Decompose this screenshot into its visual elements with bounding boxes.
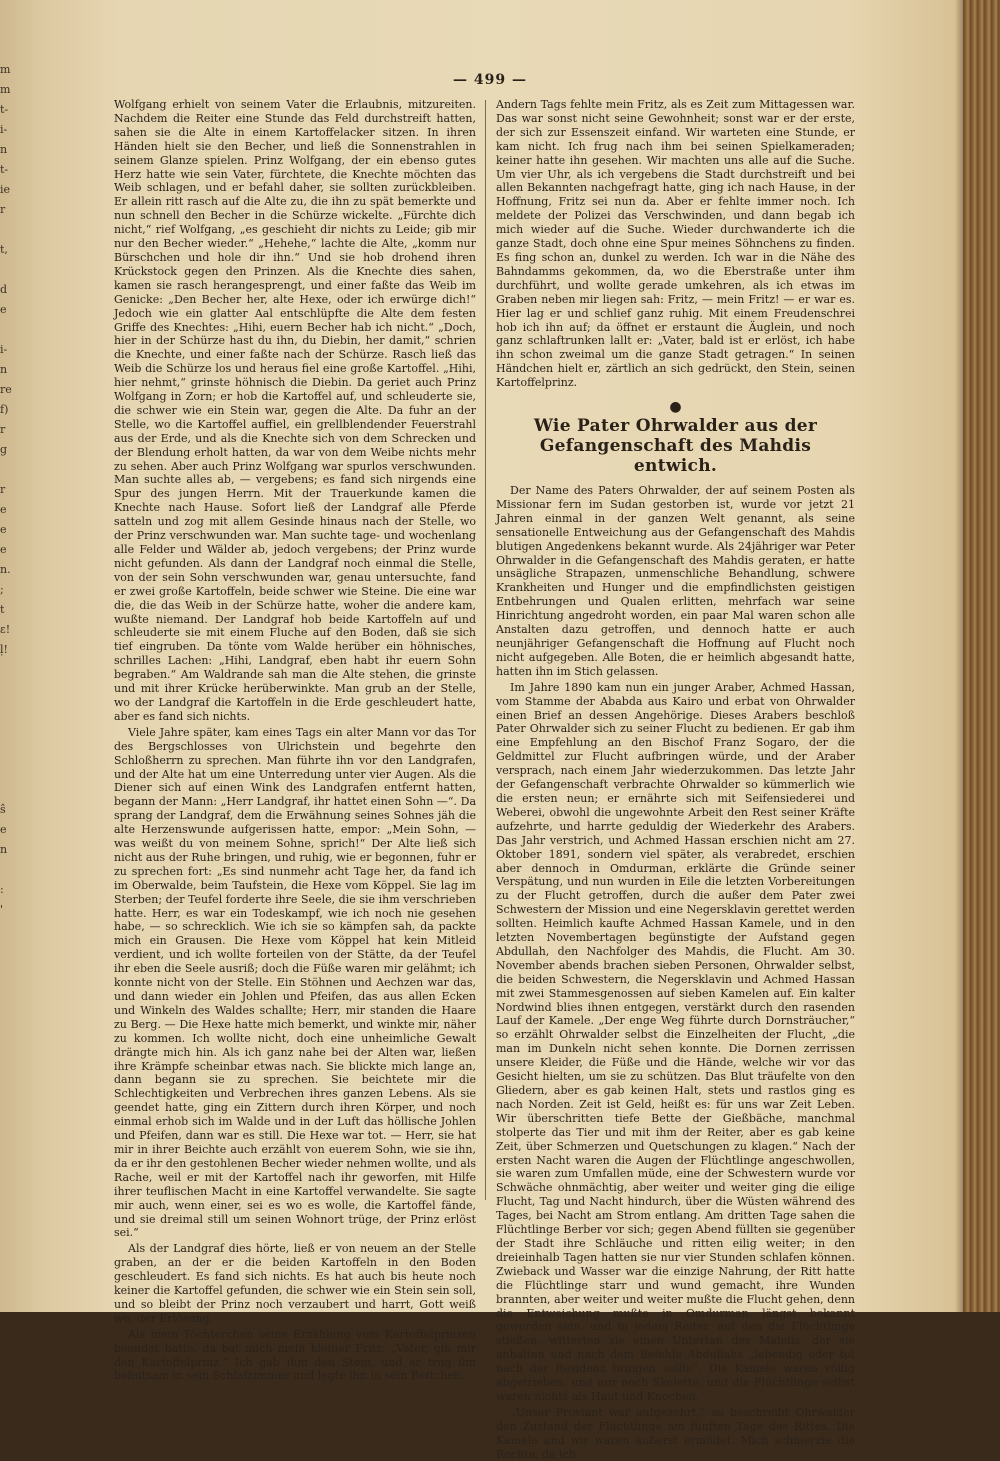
margin-fragment — [0, 260, 18, 280]
margin-fragment — [0, 720, 18, 740]
margin-fragment — [0, 740, 18, 760]
story-paragraph-4: Als mein Töchterchen seine Erzählung vom Kartoffelprinzen beendet hatte, da bat mich mein kleiner Fritz: „Vater, gib mir den Kartoffelprinz.“ Ich gab ihm den Stein, und er trug ihn behutsam in sein Schlafzimmer und legte ihn in sein Bettchen. — [114, 1327, 476, 1383]
margin-fragment — [0, 680, 18, 700]
margin-fragment — [0, 940, 18, 960]
margin-fragment: ḷ! — [0, 643, 8, 656]
margin-fragment: : — [0, 883, 4, 896]
margin-fragment: m — [0, 83, 11, 96]
margin-fragment: e — [0, 503, 7, 516]
margin-fragment: re — [0, 383, 12, 396]
margin-fragment — [0, 1220, 18, 1240]
margin-fragment: r — [0, 483, 6, 496]
margin-fragment: r — [0, 423, 6, 436]
left-margin-previous-page-fragments — [0, 60, 18, 1260]
margin-fragment — [0, 1100, 18, 1120]
margin-fragment — [0, 960, 18, 980]
margin-fragment — [0, 980, 18, 1000]
margin-fragment: t- — [0, 163, 9, 176]
margin-fragment: e — [0, 823, 7, 836]
story-paragraph-1: Wolfgang erhielt von seinem Vater die Erlaubnis, mitzureiten. Nachdem die Reiter eine Stunde das Feld durchstreift hatten, sahen sie die Alte in einem Kartoffelacker sitzen. In ihren Händen hielt sie den Becher, und ließ die Sonnenstrahlen in seinem Glanze spielen. Prinz Wolfgang, der ein ebenso gutes Herz hatte wie sein Vater, fürchtete, die Knechte möchten das Weib schlagen, und er befahl daher, sie sollten zurückbleiben. Er allein ritt rasch auf die Alte zu, die ihn zu spät bemerkte und nun schnell den Becher in die Schürze wickelte. „Fürchte dich nicht,“ rief Wolfgang, „es geschieht dir nichts zu Leide; gib mir nur den Becher wieder.“ „Hehehe,“ lachte die Alte, „komm nur Bürschchen und hole dir ihn.“ Und sie hob drohend ihren Krückstock gegen den Prinzen. Als die Knechte dies sahen, kamen sie rasch herangesprengt, und einer faßte das Weib im Genicke: „Den Becher her, alte Hexe, oder ich erwürge dich!“ Jedoch wie ein glatter Aal entschlüpfte die Alte dem festen Griffe des Knechtes: „Hihi, euern Becher hab ich nicht.“ „Doch, hier in der Schürze hast du ihn, du Diebin, her damit,“ schrien die Knechte, und einer faßte nach der Schürze. Rasch ließ das Weib die Schürze los und heraus fiel eine große Kartoffel. „Hihi, hier nehmt,“ grinste höhnisch die Diebin. Da geriet auch Prinz Wolfgang in Zorn; er hob die Kartoffel auf, und schleuderte sie, die schwer wie ein Stein war, gegen die Alte. Da fuhr an der Stelle, wo die Kartoffel auffiel, ein grellblendender Feuerstrahl aus der Erde, und als die Knechte sich von dem Schrecken und der Blendung erholt hatten, da war von dem Weibe nichts mehr zu sehen. Aber auch Prinz Wolfgang war spurlos verschwunden. Man suchte alles ab, — vergebens; es fand sich nirgends eine Spur des jungen Herrn. Mit der Trauerkunde kamen die Knechte nach Hause. Sofort ließ der Landgraf alle Pferde satteln und zog mit allem Gesinde hinaus nach der Stelle, wo der Prinz verschwunden war. Man suchte tage- und wochenlang alle Felder und Wälder ab, jedoch vergebens; der Prinz wurde nicht gefunden. Als dann der Landgraf noch einmal die Stelle, von der sein Sohn verschwunden war, genau untersuchte, fand er zwei große Kartoffeln, beide schwer wie Steine. Die eine war die, die das Weib in der Schürze hatte, woher die andere kam, wußte niemand. Der Landgraf hob beide Kartoffeln auf und schleuderte sie mit einem Fluche auf den Boden, daß sie sich tief eingruben. Da tönte vom Walde herüber ein höhnisches, schrilles Lachen: „Hihi, Landgraf, eben habt ihr euern Sohn begraben.“ Am Waldrande sah man die Alte stehen, die grinste und mit ihrer Krücke herüberwinkte. Man grub an der Stelle, wo der Landgraf die Kartoffeln in die Erde geschleudert hatte, aber es fand sich nichts. — [114, 98, 476, 723]
margin-fragment — [0, 920, 18, 940]
margin-fragment: r — [0, 203, 6, 216]
margin-fragment — [0, 220, 18, 240]
margin-fragment — [0, 1260, 18, 1280]
margin-fragment: n — [0, 843, 8, 856]
headline-bullet: ● — [669, 399, 682, 416]
book-page-edges — [963, 0, 1000, 1312]
margin-fragment — [0, 1240, 18, 1260]
margin-fragment — [0, 780, 18, 800]
column-divider — [485, 100, 486, 1200]
margin-fragment: t — [0, 603, 5, 616]
margin-fragment — [0, 1000, 18, 1020]
margin-fragment: d — [0, 283, 8, 296]
margin-fragment — [0, 760, 18, 780]
article-paragraph-1: Der Name des Paters Ohrwalder, der auf seinem Posten als Missionar fern im Sudan gestorben ist, wurde vor jetzt 21 Jahren einmal in der ganzen Welt genannt, als seine sensationelle Entweichung aus der Gefangenschaft des Mahdis blutigen Angedenkens bekannt wurde. Als 24jähriger war Peter Ohrwalder in die Gefangenschaft des Mahdis geraten, er hatte unsägliche Strapazen, unmenschliche Behandlung, schwere Krankheiten und Hunger und die empfindlichsten geistigen Entbehrungen und Qualen erlitten, mehrfach war seine Hinrichtung angedroht worden, ein paar Mal waren schon alle Anstalten dazu getroffen, und dennoch hatte er auch neunjähriger Gefangenschaft die Hoffnung auf Flucht noch nicht aufgegeben. Alle Boten, die er heimlich abgesandt hatte, hatten ihn im Stich gelassen. — [496, 484, 855, 678]
article-headline: Wie Pater Ohrwalder aus der Gefangenschaft des Mahdis entwich. — [533, 416, 818, 477]
margin-fragment: i- — [0, 123, 8, 136]
margin-fragment — [0, 1120, 18, 1140]
margin-fragment — [0, 320, 18, 340]
margin-fragment: ie — [0, 183, 11, 196]
margin-fragment: g — [0, 443, 8, 456]
margin-fragment: e — [0, 543, 7, 556]
margin-fragment — [0, 660, 18, 680]
margin-fragment — [0, 700, 18, 720]
margin-fragment: t, — [0, 243, 8, 256]
margin-fragment: i- — [0, 343, 8, 356]
margin-fragment — [0, 860, 18, 880]
margin-fragment: ŝ — [0, 803, 6, 816]
margin-fragment: ; — [0, 583, 4, 596]
margin-fragment — [0, 1200, 18, 1220]
margin-fragment: e — [0, 523, 7, 536]
margin-fragment — [0, 1140, 18, 1160]
margin-fragment — [0, 1060, 18, 1080]
margin-fragment — [0, 1160, 18, 1180]
margin-fragment — [0, 460, 18, 480]
left-column — [114, 98, 476, 1383]
article-paragraph-2: Im Jahre 1890 kam nun ein junger Araber, Achmed Hassan, vom Stamme der Ababda aus Kairo und erbat von Ohrwalder einen Brief an dessen Angehörige. Dieses Arabers beschloß Pater Ohrwalder sich zu seiner Flucht zu bedienen. Er gab ihm eine Empfehlung an den Bischof Franz Sogaro, der die Geldmittel zur Flucht aufbringen würde, und der Araber versprach, nach einem Jahr wiederzukommen. Das letzte Jahr der Gefangenschaft verbrachte Ohrwalder so kümmerlich wie die ersten neun; er ernährte sich mit Seifensiederei und Weberei, obwohl die ungewohnte Arbeit den Rest seiner Kräfte aufzehrte, und harrte geduldig der Wiederkehr des Arabers. Das Jahr verstrich, und Achmed Hassan erschien nicht am 27. Oktober 1891, sondern viel später, als verabredet, erschien aber dennoch in Omdurman, erklärte die Gründe seiner Verspätung, und nun wurden in Eile die letzten Vorbereitungen zu der Flucht getroffen, durch die außer dem Pater zwei Schwestern der Mission und eine Negersklavin gerettet werden sollten. Heimlich kaufte Achmed Hassan Kamele, und in den letzten Novembertagen begünstigte der Aufstand gegen Abdullah, den Nachfolger des Mahdis, die Flucht. Am 30. November abends brachen sieben Personen, Ohrwalder selbst, die beiden Schwestern, die Negersklavin und Achmed Hassan mit zwei Stammesgenossen auf sieben Kamelen auf. Ein kalter Nordwind blies ihnen entgegen, verstärkt durch den rasenden Lauf der Kamele. „Der enge Weg führte durch Dornsträucher,“ so erzählt Ohrwalder selbst die Einzelheiten der Flucht, „die man im Dunkeln nicht sehen konnte. Die Dornen zerrissen unsere Kleider, die Füße und die Hände, welche wir vor das Gesicht hielten, um sie zu schützen. Das Blut träufelte von den Gliedern, aber es gab keinen Halt, stets und rastlos ging es nach Norden. Zeit ist Geld, heißt es: für uns war Zeit Leben. Wir überschritten tiefe Bette der Gießbäche, manchmal stolperte das Tier und mit ihm der Reiter, aber es gab keine Zeit, über Schmerzen und Quetschungen zu klagen.“ Nach der ersten Nacht waren die Augen der Flüchtlinge angeschwollen, sie waren zum Umfallen müde, eine der Schwestern wurde vor Schwäche ohnmächtig, aber weiter und weiter ging die eilige Flucht, Tag und Nacht hindurch, über die Wüsten während des Tages, bei Nacht am Strom entlang. Am dritten Tage sahen die Flüchtlinge Berber vor sich; gegen Abend füllten sie gegenüber der Stadt ihre Schläuche und ritten eilig weiter; in den dreieinhalb Tagen hatten sie nur vier Stunden schlafen können. Zwieback und Wasser war die einzige Nahrung, der Ritt hatte die Flüchtlinge starr und wund gemacht, ihre Wunden brannten, aber weiter und weiter mußte die Flucht gehen, denn die Entweichung mußte in Omdurman längst bekannt geworden sein, und in jedem Reiter, auf den die Flüchtlinge stießen, witterten sie einen Untertan des Mahdis, der sie anhalten und nach dem Befehle Abdullahs „lebendig oder tot nach der Residenz bringen sollte“. Die Kamele waren völlig abgetrieben, und nur noch Skelette, und die Flüchtlinge selbst waren nichts als Haut und Knochen. — [496, 680, 855, 1403]
story-paragraph-3: Als der Landgraf dies hörte, ließ er von neuem an der Stelle graben, an der er die beiden Kartoffeln in den Boden geschleudert. Es fand sich nichts. Es hat auch bis heute noch keiner die Kartoffel gefunden, die schwer wie ein Stein sein soll, und so bleibt der Prinz noch verzaubert und harrt, Gott weiß wo, der Erlösung. — [114, 1242, 476, 1325]
margin-fragment: m — [0, 63, 11, 76]
page-number: — 499 — — [453, 72, 527, 88]
margin-fragment: n. — [0, 563, 11, 576]
margin-fragment: t- — [0, 103, 9, 116]
margin-fragment: n — [0, 363, 8, 376]
right-column — [496, 98, 855, 1461]
story-ending-paragraph: Andern Tags fehlte mein Fritz, als es Zeit zum Mittagessen war. Das war sonst nicht seine Gewohnheit; sonst war er der erste, der sich zur Essenszeit einfand. Wir warteten eine Stunde, er kam nicht. Ich frug nach ihm bei seinen Spielkameraden; keiner hatte ihn gesehen. Wir machten uns alle auf die Suche. Um vier Uhr, als ich vergebens die Stadt durchstreift und bei allen Bekannten nachgefragt hatte, ging ich nach Hause, in der Hoffnung, Fritz sei nun da. Aber er fehlte immer noch. Ich meldete der Polizei das Verschwinden, und dann begab ich mich wieder auf die Suche. Wieder durchwanderte ich die ganze Stadt, doch ohne eine Spur meines Söhnchens zu finden. Es fing schon an, dunkel zu werden. Ich war in die Nähe des Bahndamms gekommen, da, wo die Eberstraße unter ihm durchführt, und wollte gerade umkehren, als ich etwas im Graben neben mir liegen sah: Fritz, — mein Fritz! — er war es. Hier lag er und schlief ganz ruhig. Mit einem Freudenschrei hob ich ihn auf; da öffnet er erstaunt die Äuglein, und noch ganz schlaftrunken lallt er: „Vater, bald ist er erlöst, ich habe ihn schon zweimal um die ganze Stadt getragen.“ In seinen Händchen hielt er, zärtlich an sich gedrückt, den Stein, seinen Kartoffelprinz. — [496, 98, 855, 390]
margin-fragment — [0, 1040, 18, 1060]
margin-fragment: ɛ! — [0, 623, 11, 636]
margin-fragment — [0, 1080, 18, 1100]
margin-fragment: e — [0, 303, 7, 316]
margin-fragment: ' — [0, 903, 4, 916]
margin-fragment — [0, 1020, 18, 1040]
article-paragraph-3: „Unser Proviant war aufgezehrt,“ so beschreibt Ohrwalder den Zustand der Flüchtlinge am fünften Tage des Rittes. Die Kamele und wir waren äußerst ermüdet. Mich schmerzte die Rechte, da ich — [496, 1405, 855, 1461]
story-paragraph-2: Viele Jahre später, kam eines Tags ein alter Mann vor das Tor des Bergschlosses von Ulrichstein und begehrte den Schloßherrn zu sprechen. Man führte ihn vor den Landgrafen, und der Alte hat um eine Unterredung unter vier Augen. Als die Diener sich auf einen Wink des Landgrafen entfernt hatten, begann der Mann: „Herr Landgraf, ihr hattet einen Sohn —“. Da sprang der Landgraf, dem die Erwähnung seines Sohnes jäh die alte Herzenswunde aufgerissen hatte, empor: „Mein Sohn, — was weißt du von meinem Sohne, sprich!“ Der Alte ließ sich nicht aus der Ruhe bringen, und ruhig, wie er begonnen, fuhr er zu sprechen fort: „Es sind nunmehr acht Tage her, da fand ich im Oberwalde, beim Taufstein, die Hexe vom Köppel. Sie lag im Sterben; der Teufel forderte ihre Seele, die sie ihm verschrieben hatte. Herr, es war ein Todeskampf, wie ich noch nie gesehen habe, — so schrecklich. Wie ich sie so kämpfen sah, da packte mich ein Grausen. Die Hexe vom Köppel hat kein Mitleid verdient, und ich wollte forteilen von der Stätte, da der Teufel ihr eben die Seele ausriß; doch die Füße waren mir gelähmt; ich konnte nicht von der Stelle. Ein Stöhnen und Aechzen war das, und dann wieder ein Johlen und Pfeifen, das aus allen Ecken und Winkeln des Waldes schallte; Herr, mir standen die Haare zu Berg. — Die Hexe hatte mich bemerkt, und winkte mir, näher zu kommen. Ich wollte nicht, doch eine unheimliche Gewalt drängte mich hin. Als ich ganz nahe bei der Alten war, ließen ihre Krämpfe scheinbar etwas nach. Sie blickte mich lange an, dann begann sie zu sprechen. Sie beichtete mir die Schlechtigkeiten und Verbrechen ihres ganzen Lebens. Als sie geendet hatte, ging ein Zittern durch ihren Körper, und noch einmal erhob sich im Walde und in der Luft das höllische Johlen und Pfeifen, dann war es still. Die Hexe war tot. — Herr, sie hat mir in ihrer Beichte auch erzählt von euerem Sohn, wie sie ihn, da er ihr den gestohlenen Becher wieder nehmen wollte, und als Rache, weil er mit der Kartoffel nach ihr geworfen, mit Hilfe ihrer teuflischen Macht in eine Kartoffel verwandelte. Sie sagte mir auch, wenn einer, sei es wo es wolle, die Kartoffel fände, und sie dreimal still um seinen Wohnort trüge, der Prinz erlöst sei.“ — [114, 725, 476, 1240]
margin-fragment — [0, 1180, 18, 1200]
margin-fragment: f) — [0, 403, 9, 416]
margin-fragment: n — [0, 143, 8, 156]
